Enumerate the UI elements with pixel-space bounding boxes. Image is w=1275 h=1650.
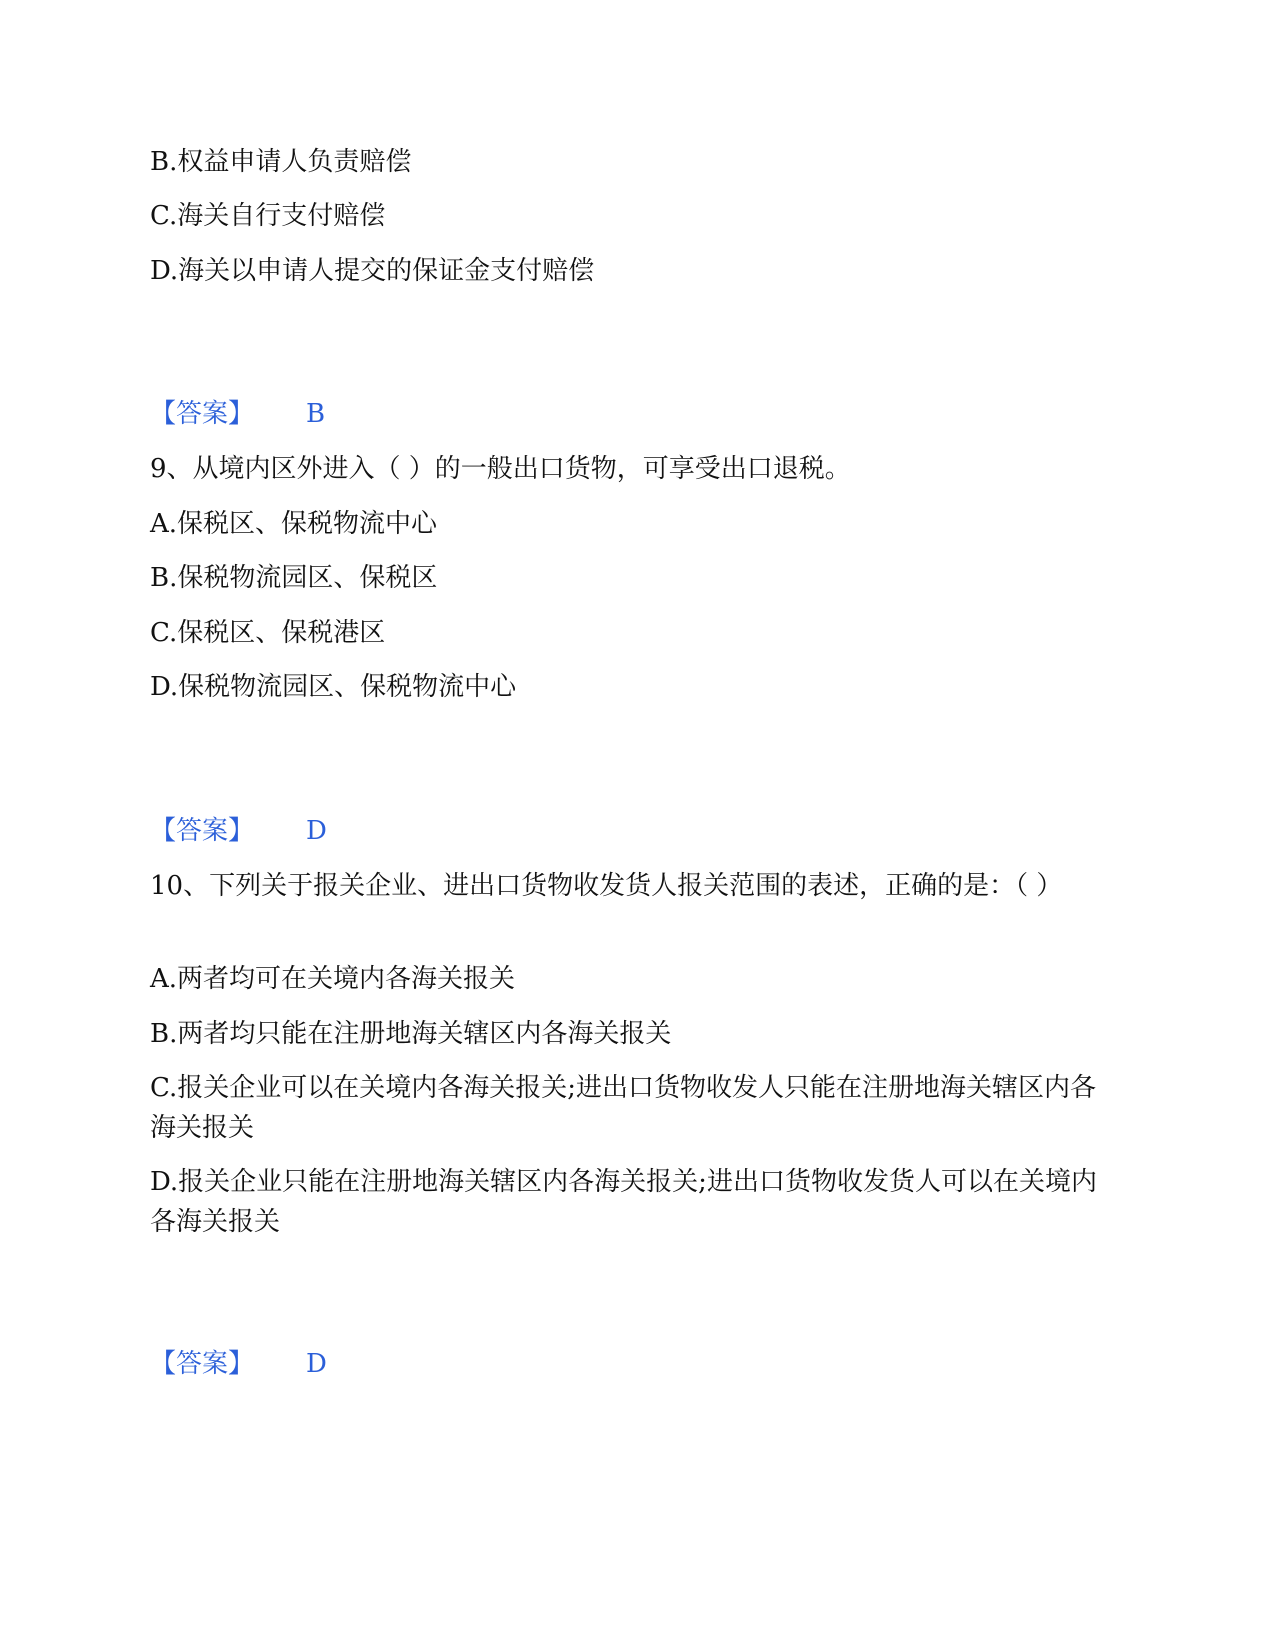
q9-option-c: C.保税区、保税港区 (150, 618, 386, 648)
option-d-prev: D.海关以申请人提交的保证金支付赔偿 (150, 256, 595, 286)
answer-q9 (150, 811, 327, 851)
q9-option-a: A.保税区、保税物流中心 (150, 509, 438, 539)
answer-label: 【答案】 (150, 816, 255, 846)
q10-option-d: D.报关企业只能在注册地海关辖区内各海关报关;进出口货物收发货人可以在关境内各海关报关 (150, 1167, 1097, 1237)
question-9-stem: 9、从境内区外进入（ ）的一般出口货物，可享受出口退税。 (150, 454, 851, 484)
q10-option-c: C.报关企业可以在关境内各海关报关;进出口货物收发人只能在注册地海关辖区内各海关报关 (150, 1073, 1096, 1143)
answer-value: D (306, 816, 327, 846)
answer-label: 【答案】 (150, 1349, 255, 1379)
answer-q10 (150, 1344, 327, 1384)
q10-option-b: B.两者均只能在注册地海关辖区内各海关报关 (150, 1019, 672, 1049)
answer-value: D (306, 1349, 327, 1379)
q9-option-d: D.保税物流园区、保税物流中心 (150, 672, 517, 702)
answer-value: B (306, 399, 326, 429)
question-10-stem: 10、下列关于报关企业、进出口货物收发货人报关范围的表述，正确的是：（ ） (150, 871, 1063, 901)
q10-option-a: A.两者均可在关境内各海关报关 (150, 964, 516, 994)
answer-label: 【答案】 (150, 399, 255, 429)
option-b-prev: B.权益申请人负责赔偿 (150, 147, 412, 177)
answer-prev (150, 394, 325, 434)
option-c-prev: C.海关自行支付赔偿 (150, 201, 386, 231)
q9-option-b: B.保税物流园区、保税区 (150, 563, 438, 593)
